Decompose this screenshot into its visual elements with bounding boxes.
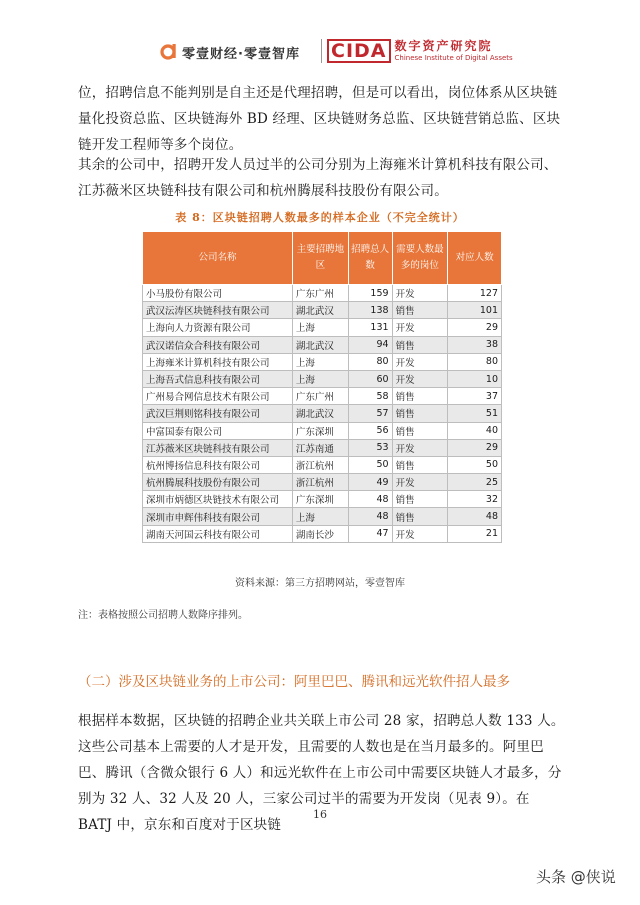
cell-total: 80 <box>348 353 392 370</box>
recruitment-table <box>142 231 502 543</box>
cell-total: 53 <box>348 439 392 456</box>
cell-region: 浙江杭州 <box>292 456 348 473</box>
cell-region: 广东深圳 <box>292 422 348 439</box>
cell-role: 销售 <box>392 491 448 508</box>
cell-total: 49 <box>348 474 392 491</box>
cell-count: 32 <box>448 491 502 508</box>
cell-role: 开发 <box>392 285 448 302</box>
cell-total: 159 <box>348 285 392 302</box>
table-row <box>143 422 502 439</box>
cell-region: 江苏南通 <box>292 439 348 456</box>
cell-region: 广东广州 <box>292 388 348 405</box>
table-row <box>143 491 502 508</box>
table-row <box>143 388 502 405</box>
header-divider <box>321 39 322 63</box>
cell-company: 杭州博扬信息科技有限公司 <box>143 456 293 473</box>
cell-total: 48 <box>348 508 392 525</box>
cell-company: 武汉巨荆则铭科技有限公司 <box>143 405 293 422</box>
table-row <box>143 319 502 336</box>
cell-region: 上海 <box>292 508 348 525</box>
table-row <box>143 525 502 542</box>
paragraph-3: 根据样本数据，区块链的招聘企业共关联上市公司 28 家，招聘总人数 133 人。这些公司基本上需要的人才是开发，且需要的人数也是在当月最多的。阿里巴巴、腾讯（含微众银行 6 人）和远光软件在上市公司中需要区块链人才最多，分别为 32 人、32 人及 20 人，三家公司过半的需要为开发岗（见表 9）。在 BATJ 中，京东和百度对于区块链 <box>78 713 565 833</box>
watermark: 头条 @侠说 <box>536 868 616 886</box>
cell-region: 浙江杭州 <box>292 474 348 491</box>
cell-region: 湖北武汉 <box>292 302 348 319</box>
cell-company: 中富国泰有限公司 <box>143 422 293 439</box>
cell-count: 80 <box>448 353 502 370</box>
table-row <box>143 370 502 387</box>
header-role-count: 对应人数 <box>448 232 502 285</box>
cell-role: 开发 <box>392 370 448 387</box>
cell-total: 48 <box>348 491 392 508</box>
table-row <box>143 336 502 353</box>
cell-company: 杭州腾展科技股份有限公司 <box>143 474 293 491</box>
table-row <box>143 456 502 473</box>
cell-region: 上海 <box>292 353 348 370</box>
cell-total: 57 <box>348 405 392 422</box>
cell-company: 上海吾式信息科技有限公司 <box>143 370 293 387</box>
cell-region: 上海 <box>292 370 348 387</box>
cell-count: 37 <box>448 388 502 405</box>
header-top-role: 需要人数最多的岗位 <box>392 232 448 285</box>
cell-role: 开发 <box>392 525 448 542</box>
table-row <box>143 302 502 319</box>
cell-total: 138 <box>348 302 392 319</box>
table-row <box>143 353 502 370</box>
cell-role: 销售 <box>392 302 448 319</box>
cell-company: 湖南天河国云科技有限公司 <box>143 525 293 542</box>
cell-company: 上海雍米计算机科技有限公司 <box>143 353 293 370</box>
table-row <box>143 405 502 422</box>
table-row <box>143 508 502 525</box>
cell-region: 湖南长沙 <box>292 525 348 542</box>
cell-region: 湖北武汉 <box>292 336 348 353</box>
cell-company: 深圳市申辉伟科技有限公司 <box>143 508 293 525</box>
cell-role: 开发 <box>392 319 448 336</box>
header-company: 公司名称 <box>143 232 293 285</box>
section-heading: （二）涉及区块链业务的上市公司：阿里巴巴、腾讯和远光软件招人最多 <box>78 674 510 690</box>
header-region: 主要招聘地区 <box>292 232 348 285</box>
cell-count: 51 <box>448 405 502 422</box>
cell-role: 开发 <box>392 353 448 370</box>
cell-role: 销售 <box>392 388 448 405</box>
cell-company: 江苏薇米区块链科技有限公司 <box>143 439 293 456</box>
cell-count: 38 <box>448 336 502 353</box>
table-row <box>143 474 502 491</box>
cell-role: 开发 <box>392 474 448 491</box>
cida-english-name: Chinese Institute of Digital Assets <box>394 53 513 62</box>
cell-region: 广东广州 <box>292 285 348 302</box>
cell-company: 上海向人力资源有限公司 <box>143 319 293 336</box>
cell-count: 25 <box>448 474 502 491</box>
cell-count: 29 <box>448 319 502 336</box>
cell-company: 小马股份有限公司 <box>143 285 293 302</box>
page-number: 16 <box>313 808 327 821</box>
cell-role: 销售 <box>392 508 448 525</box>
table-body <box>143 285 502 543</box>
cida-mark: CIDA <box>327 39 391 63</box>
cell-company: 深圳市炳德区块链技术有限公司 <box>143 491 293 508</box>
page-header <box>0 36 640 68</box>
table-row <box>143 439 502 456</box>
cell-role: 销售 <box>392 422 448 439</box>
cell-count: 127 <box>448 285 502 302</box>
cida-chinese-name: 数字资产研究院 <box>394 38 493 53</box>
cell-total: 50 <box>348 456 392 473</box>
table-title: 表 8：区块链招聘人数最多的样本企业（不完全统计） <box>175 211 465 224</box>
cell-total: 60 <box>348 370 392 387</box>
brand-logo-icon <box>160 42 178 60</box>
paragraph-2: 其余的公司中，招聘开发人员过半的公司分别为上海雍米计算机科技有限公司、江苏薇米区块链科技有限公司和杭州腾展科技股份有限公司。 <box>78 157 558 199</box>
header-total: 招聘总人数 <box>348 232 392 285</box>
cell-count: 40 <box>448 422 502 439</box>
table-row <box>143 285 502 302</box>
cell-region: 上海 <box>292 319 348 336</box>
cell-count: 48 <box>448 508 502 525</box>
cell-count: 29 <box>448 439 502 456</box>
cell-role: 销售 <box>392 336 448 353</box>
cell-total: 56 <box>348 422 392 439</box>
cell-role: 销售 <box>392 405 448 422</box>
cell-count: 10 <box>448 370 502 387</box>
cell-company: 广州易合网信息技术有限公司 <box>143 388 293 405</box>
cell-total: 47 <box>348 525 392 542</box>
cell-count: 21 <box>448 525 502 542</box>
cell-company: 武汉诺信众合科技有限公司 <box>143 336 293 353</box>
cell-total: 58 <box>348 388 392 405</box>
cell-role: 销售 <box>392 456 448 473</box>
cell-role: 开发 <box>392 439 448 456</box>
cell-total: 131 <box>348 319 392 336</box>
cell-count: 101 <box>448 302 502 319</box>
cell-region: 湖北武汉 <box>292 405 348 422</box>
cell-count: 50 <box>448 456 502 473</box>
cell-region: 广东深圳 <box>292 491 348 508</box>
table-note: 注：表格按照公司招聘人数降序排列。 <box>78 610 248 621</box>
paragraph-1: 位，招聘信息不能判别是自主还是代理招聘，但是可以看出，岗位体系从区块链量化投资总监、区块链海外 BD 经理、区块链财务总监、区块链营销总监、区块链开发工程师等多个岗位。 <box>78 85 561 153</box>
cell-total: 94 <box>348 336 392 353</box>
cell-company: 武汉沄涛区块链科技有限公司 <box>143 302 293 319</box>
brand-name: 零壹财经·零壹智库 <box>182 47 300 62</box>
table-header-row <box>143 232 502 285</box>
table-source: 资料来源：第三方招聘网站，零壹智库 <box>235 578 405 589</box>
cida-logo <box>327 38 513 64</box>
